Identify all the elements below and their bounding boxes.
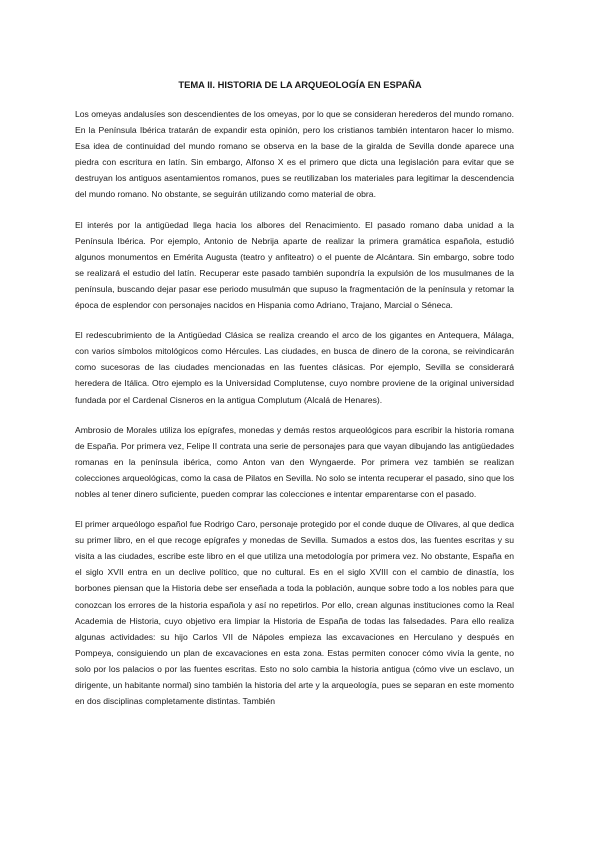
document-body (75, 106, 514, 723)
document-title: TEMA II. HISTORIA DE LA ARQUEOLOGÍA EN ESPAÑA (178, 79, 422, 90)
paragraph-renacimiento: El interés por la antigüedad llega hacia los albores del Renacimiento. El pasado romano daba unidad a la Península Ibérica. Por ejemplo, Antonio de Nebrija aparte de realizar la primera gramática española, estudió algunos monumentos en Emérita Augusta (teatro y anfiteatro) o el puente de Alcántara. Sin embargo, sobre todo se realizará el estudio del latín. Recuperar este pasado también supondría la expulsión de los musulmanes de la península, buscando dejar pasar ese periodo musulmán que supuso la fragmentación de la península y retomar la época de esplendor con personajes nacidos en Hispania como Adriano, Trajano, Marcial o Séneca. (75, 219, 514, 311)
paragraph-antiguedad-clasica: El redescubrimiento de la Antigüedad Clásica se realiza creando el arco de los gigantes en Antequera, Málaga, con varios símbolos mitológicos como Hércules. Las ciudades, en busca de dinero de la corona, se reivindicarán como sucesoras de las ciudades mencionadas en las fuentes clásicas. Por ejemplo, Sevilla se considerará heredera de Itálica. Otro ejemplo es la Universidad Complutense, cuyo nombre proviene de la original universidad fundada por el Cardenal Cisneros en la antigua Complutum (Alcalá de Henares). (75, 330, 514, 405)
paragraph-ambrosio-de-morales: Ambrosio de Morales utiliza los epígrafes, monedas y demás restos arqueológicos para escribir la historia romana de España. Por primera vez, Felipe II contrata una serie de personajes para que vayan dibujando las antigüedades romanas en la península ibérica, como Anton van den Wyngaerde. Por primera vez también se realizan colecciones arqueológicas, como la casa de Pilatos en Sevilla. No solo se intenta recuperar el pasado, sino que los nobles al tener dinero suficiente, pueden comprar las colecciones e intentar emparentarse con el pasado. (75, 424, 515, 499)
paragraph-omeyas: Los omeyas andalusíes son descendientes de los omeyas, por lo que se consideran herederos del mundo romano. En la Península Ibérica tratarán de expandir esta opinión, pero los cristianos también intentaron hacer lo mismo. Esa idea de continuidad del mundo romano se observa en la base de la giralda de Sevilla donde aparece una piedra con escritura en latín. Sin embargo, Alfonso X es el primero que dicta una legislación para evitar que se destruyan los antiguos asentamientos romanos, pues se reutilizaban los materiales para legitimar la descendencia del mundo romano. No obstante, se seguirán utilizando como material de obra. (75, 109, 514, 200)
paragraph-rodrigo-caro: El primer arqueólogo español fue Rodrigo Caro, personaje protegido por el conde duque de Olivares, al que dedica su primer libro, en el que recoge epígrafes y monedas de Sevilla. Sumados a estos dos, las fuentes escritas y su visita a las ciudades, escribe este libro en el que utiliza una metodología por primera vez. No obstante, España en el siglo XVII entra en un declive político, que no cultural. Es en el siglo XVIII con el cambio de dinastía, los borbones piensan que la Historia debe ser enseñada a toda la población, aunque sobre todo a los nobles para que conozcan los errores de la historia española y así no repetirlos. Por ello, crean algunas instituciones como la Real Academia de Historia, cuyo objetivo era limpiar la Historia de España de todas las falsedades. Para ello realiza algunas actividades: su hijo Carlos VII de Nápoles empieza las excavaciones en Herculano y después en Pompeya, consiguiendo un plan de excavaciones en esta zona. Estas permiten conocer cómo vivía la gente, no solo por los palacios o por las fuentes escritas. Esto no solo cambia la historia antigua (cómo vive un esclavo, un dirigente, un habitante normal) sino también la historia del arte y la arqueología, pues se separan en este momento en dos disciplinas completamente distintas. También (75, 519, 514, 707)
